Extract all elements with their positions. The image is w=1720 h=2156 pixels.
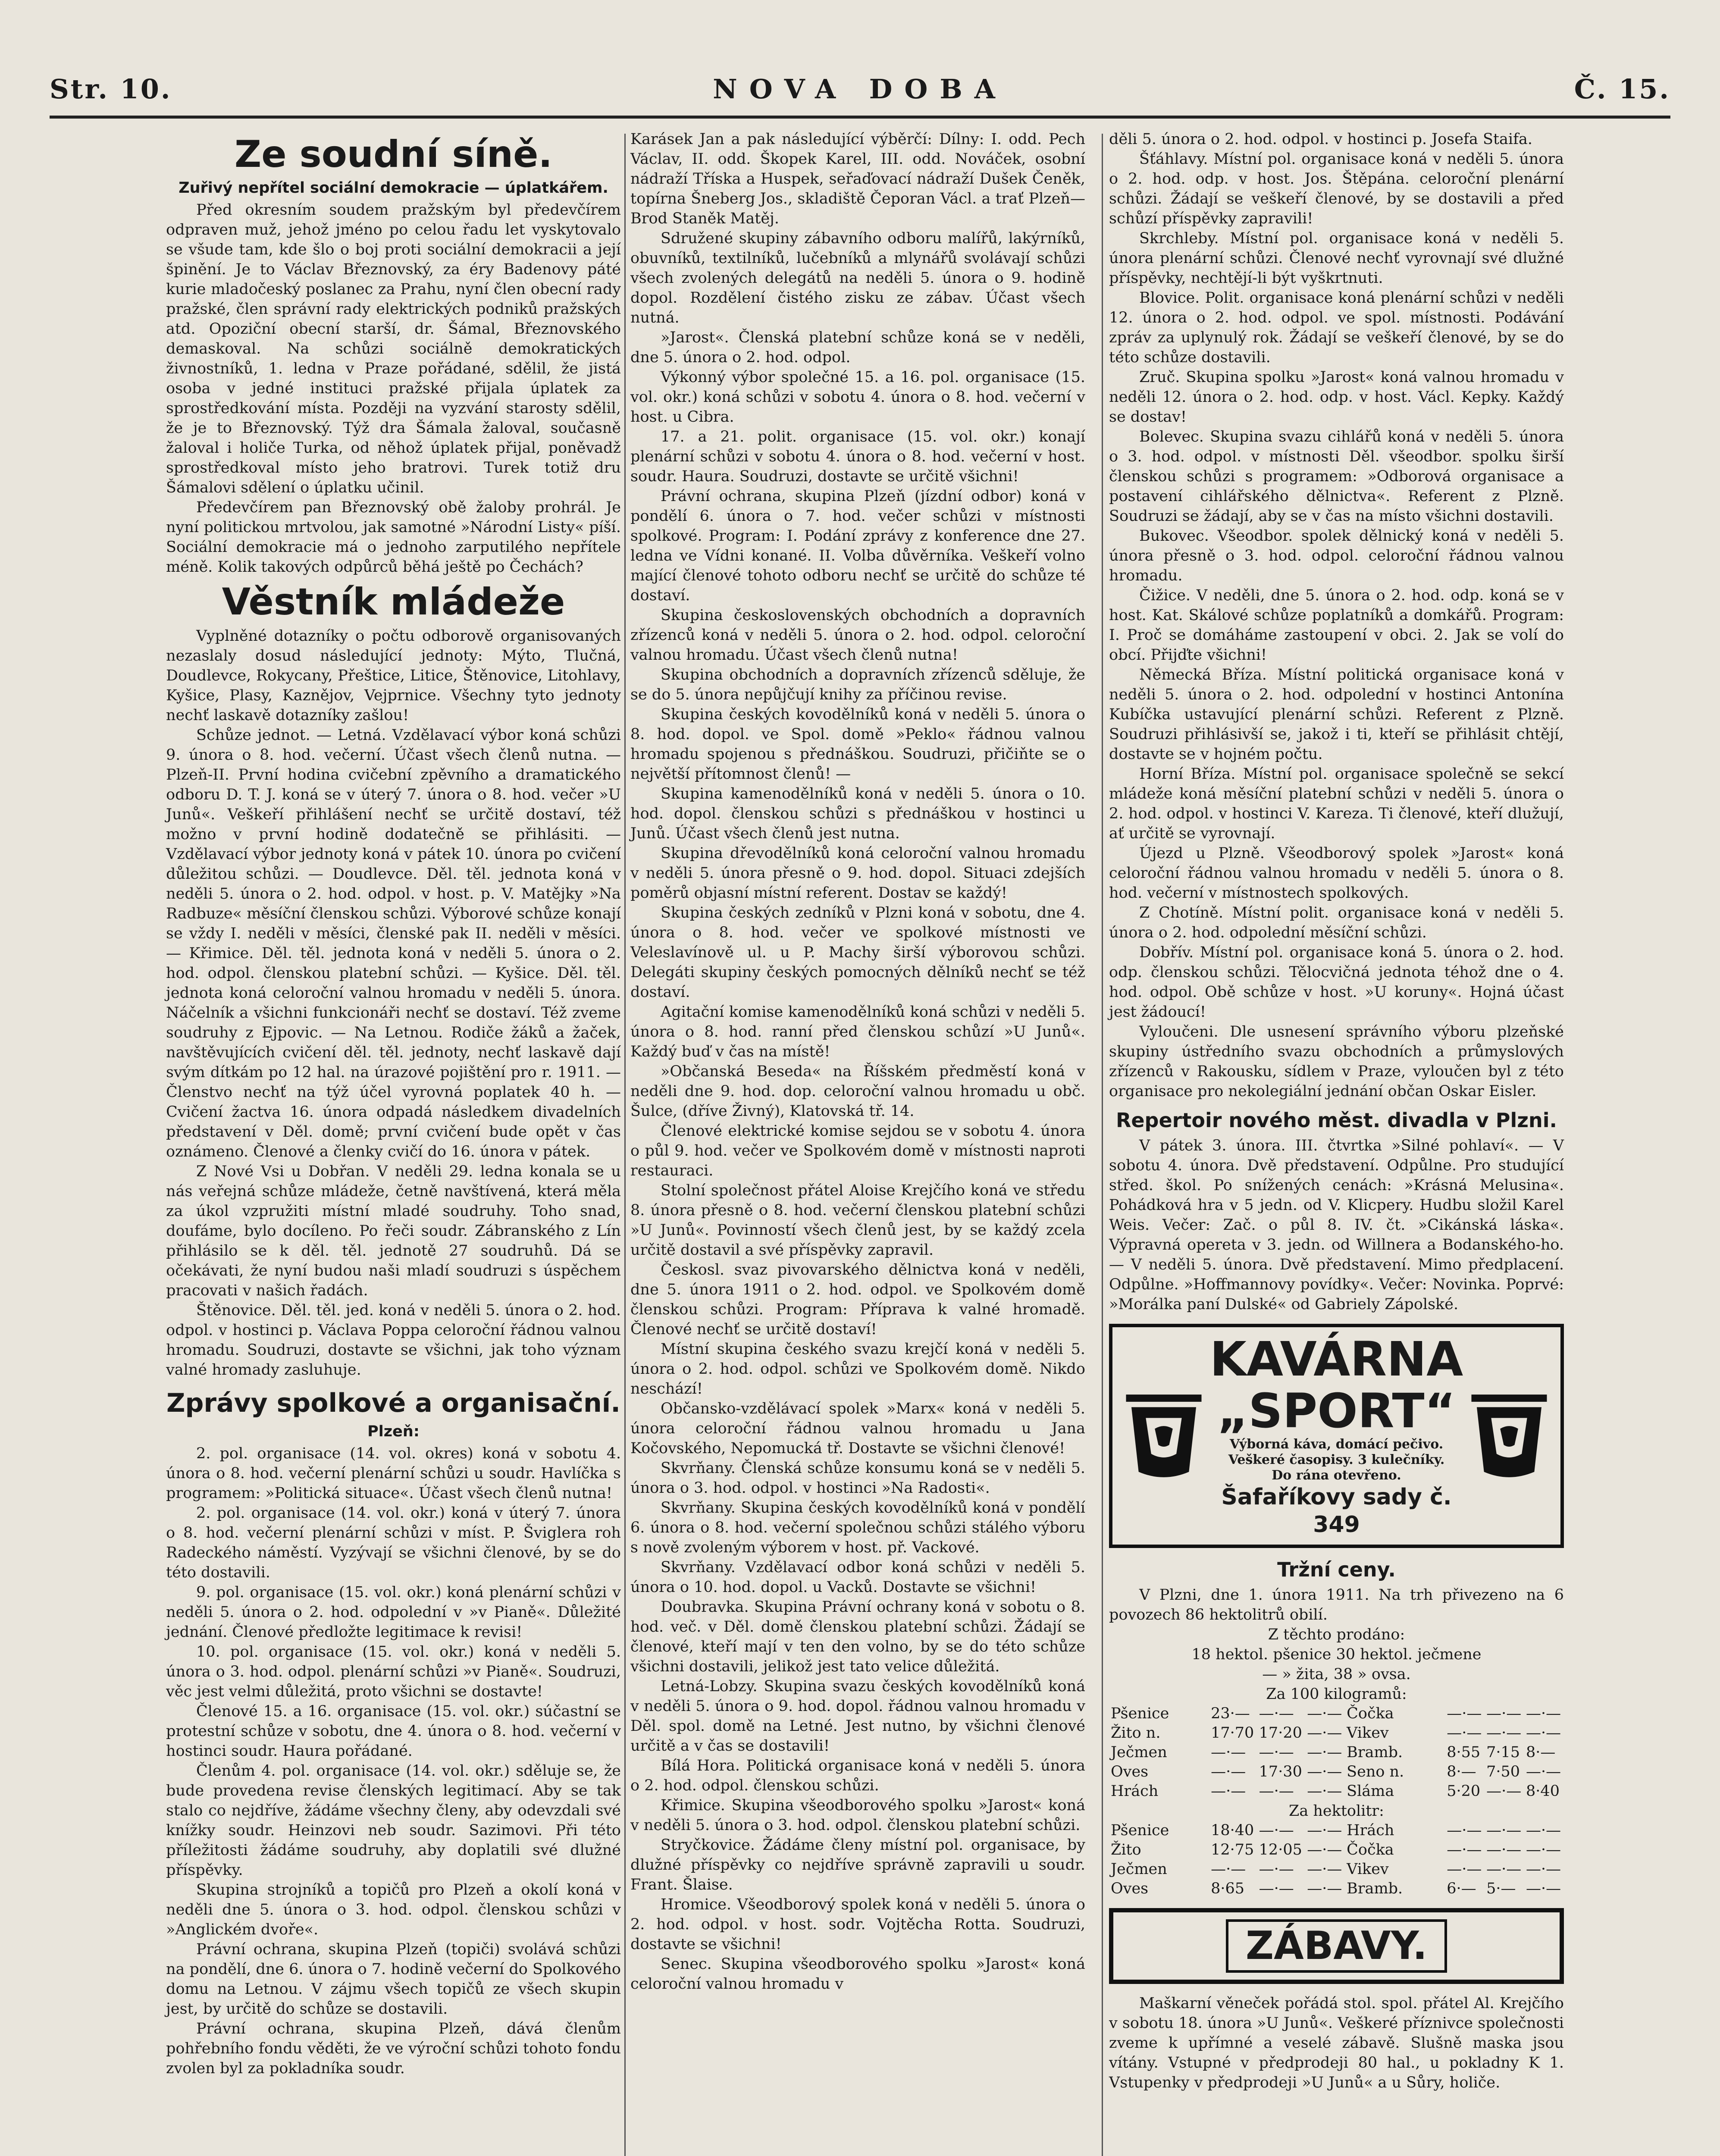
court-heading: Ze soudní síně. bbox=[234, 133, 553, 176]
price-cell: —·— bbox=[1526, 1724, 1561, 1742]
association-notice: Karásek Jan a pak následující výběrčí: Dílny: I. odd. Pech Václav, II. odd. Škopek Karel, III. odd. Nováček, osobní nádraží Tříska a Huspek, seřaďovací nádraží Dušek Čeněk, topírna Šneberg Jos., skladiště Čeporan Václ. a trať Plzeň—Brod Staněk Matěj. bbox=[630, 131, 1085, 227]
cafe-line: Výborná káva, domácí pečivo. bbox=[1229, 1437, 1444, 1452]
youth-paragraph: Z Nové Vsi u Dobřan. V neděli 29. ledna konala se u nás veřejná schůze mládeže, četně navštívená, která měla za úkol vzpružiti místní mladé soudruhy. Toho snad, doufáme, bylo docíleno. Po řeči soudr. Zábranského z Lín přihlásilo se k děl. těl. jednotě 27 soudruhů. Dá se očekávati, že nyní budou naši mladí soudruzi s úspěchem pracovati v našich řadách. bbox=[166, 1163, 621, 1299]
price-cell: —·— bbox=[1447, 1822, 1482, 1839]
cafe-advertisement bbox=[1109, 1324, 1564, 1548]
masthead: NOVA DOBA bbox=[713, 73, 1007, 105]
association-notice: Stryčkovice. Žádáme členy místní pol. organisace, by dlužné příspěvky co nejdříve správně zapravili u soudr. Frant. Šlaise. bbox=[630, 1836, 1085, 1893]
price-cell: 17·20 bbox=[1259, 1724, 1302, 1742]
association-notice: 17. a 21. polit. organisace (15. vol. okr.) konají plenární schůzi v sobotu 4. února o 8. hod. večerní v host. soudr. Haura. Soudruzi, dostavte se určitě všichni! bbox=[630, 428, 1085, 485]
page-number: Str. 10. bbox=[50, 73, 172, 105]
price-cell: —·— bbox=[1307, 1880, 1342, 1897]
association-notice: »Jarost«. Členská platební schůze koná se v neděli, dne 5. února o 2. hod. odpol. bbox=[630, 329, 1085, 366]
price-row bbox=[1109, 1743, 1564, 1762]
price-row bbox=[1109, 1879, 1564, 1899]
price-cell: —·— bbox=[1486, 1783, 1522, 1800]
price-cell: —·— bbox=[1526, 1841, 1561, 1858]
court-paragraph: Předevčírem pan Březnovský obě žaloby prohrál. Je nyní politickou mrtvolou, jak samotné »Národní Listy« píší. Sociální demokracie má o jednoho zarputilého nepřítele méně. Kolik takových odpůrců běhá ještě po Čechách? bbox=[166, 499, 621, 576]
commodity-name: Hrách bbox=[1111, 1783, 1159, 1800]
price-cell: 5·20 bbox=[1447, 1783, 1481, 1800]
youth-paragraph: Štěnovice. Děl. těl. jed. koná v neděli 5. února o 2. hod. odpol. v hostinci p. Václava Poppa celoroční řádnou valnou hromadu. Soudruzi, dostavte se všichni, jak toho význam valné hromady zasluhuje. bbox=[166, 1302, 621, 1379]
page-header bbox=[50, 65, 1670, 108]
youth-paragraph: Schůze jednot. — Letná. Vzdělavací výbor koná schůzi 9. února o 8. hod. večerní. Účast všech členů nutna. — Plzeň-II. První hodina cvičební zpěvního a dramatického odboru D. T. J. koná se v úterý 7. února o 8. hod. večer »U Junů«. Veškeří přihlášení nechť se určitě dostaví, též možno v první hodině dodatečně se přihlásiti. — Vzdělavací výbor jednoty koná v pátek 10. února po cvičení důležitou schůzi. — Doudlevce. Děl. těl. jednota koná v neděli 5. února o 2. hod. odpol. v host. p. V. Matějky »Na Radbuze« měsíční členskou schůzi. Výborové schůze konají se vždy I. neděli v měsíci, členské pak II. neděli v měsíci. — Křimice. Děl. těl. jednota koná v neděli 5. února o 2. hod. odpol. členskou platební schůzi. — Kyšice. Děl. těl. jednota koná celoroční valnou hromadu v neděli 5. února. Náčelník a všichni funkcionáři nechť se dostaví. Též zveme soudruhy z Ejpovic. — Na Letnou. Rodiče žáků a žaček, navštěvujících cvičení děl. těl. jednoty, nechť laskavě dají svým dítkám po 12 hal. na úrazové pojištění pro r. 1911. — Členstvo nechť na týž účel vyrovná poplatek 40 h. — Cvičení žactva 16. února odpadá následkem divadelních představení v Děl. domě; první cvičení bude opět v čas oznámeno. Členové a členky cvičí do 16. února v pátek. bbox=[166, 727, 621, 1160]
association-notice: 2. pol. organisace (14. vol. okres) koná v sobotu 4. února o 8. hod. večerní plenární schůzi u soudr. Havlíčka s programem: »Politická situace«. Účast všech členů nutna! bbox=[166, 1445, 621, 1502]
price-table-hl bbox=[1109, 1821, 1564, 1899]
price-cell: 8·55 bbox=[1447, 1744, 1481, 1761]
cafe-line: Veškeré časopisy. 3 kulečníky. bbox=[1228, 1452, 1445, 1467]
coffee-cup-icon bbox=[1118, 1382, 1209, 1490]
commodity-name: Hrách bbox=[1347, 1822, 1394, 1839]
price-cell: 8·— bbox=[1447, 1763, 1476, 1780]
price-kg-label: Za 100 kilogramů: bbox=[1266, 1686, 1407, 1703]
association-notice: Bílá Hora. Politická organisace koná v neděli 5. února o 2. hod. odpol. členskou schůzi. bbox=[630, 1757, 1085, 1794]
price-cell: —·— bbox=[1486, 1861, 1522, 1878]
association-notice: Skvrňany. Skupina českých kovodělníků koná v pondělí 6. února o 8. hod. večerní společnou schůzi stálého výboru s nově zvoleným výborem v host. př. Vackové. bbox=[630, 1499, 1085, 1556]
association-notice: Čižice. V neděli, dne 5. února o 2. hod. odp. koná se v host. Kat. Skálové schůze poplatníků a domkářů. Program: I. Proč se domáháme zastoupení v obci. 2. Jak se volí do obcí. Přijďte všichni! bbox=[1109, 587, 1564, 664]
association-notice: Skupina československých obchodních a dopravních zřízenců koná v neděli 5. února o 2. hod. odpol. celoroční valnou hromadu. Účast všech členů nutna! bbox=[630, 607, 1085, 664]
entertainment-banner bbox=[1109, 1908, 1564, 1984]
commodity-name: Bramb. bbox=[1347, 1744, 1403, 1761]
commodity-name: Vikev bbox=[1347, 1861, 1389, 1878]
associations-subheading: Plzeň: bbox=[367, 1423, 420, 1440]
associations-heading: Zprávy spolkové a organisační. bbox=[166, 1388, 621, 1418]
commodity-name: Ječmen bbox=[1111, 1744, 1167, 1761]
price-cell: —·— bbox=[1307, 1705, 1342, 1722]
price-cell: 8·— bbox=[1526, 1744, 1556, 1761]
price-cell: —·— bbox=[1447, 1724, 1482, 1742]
price-cell: 23·— bbox=[1211, 1705, 1250, 1722]
price-cell: 8·65 bbox=[1211, 1880, 1245, 1897]
association-notice: »Občanská Beseda« na Říšském předměstí koná v neděli dne 9. hod. dop. celoroční valnou hromadu u obč. Šulce, (dříve Živný), Klatovská tř. 14. bbox=[630, 1063, 1085, 1120]
price-cell: —·— bbox=[1486, 1724, 1522, 1742]
market-sold-label: Z těchto prodáno: bbox=[1268, 1626, 1405, 1643]
header-rule bbox=[50, 116, 1670, 119]
price-cell: —·— bbox=[1526, 1705, 1561, 1722]
column-1 bbox=[166, 129, 621, 2078]
price-cell: —·— bbox=[1259, 1705, 1294, 1722]
association-notice: 2. pol. organisace (14. vol. okr.) koná v úterý 7. února o 8. hod. večerní plenární schůzi v míst. P. Šviglera roh Radeckého náměstí. Vyzývají se všichni členové, by se do této dostavili. bbox=[166, 1504, 621, 1581]
court-paragraph: Před okresním soudem pražským byl předevčírem odpraven muž, jehož jméno po celou řadu let vyskytovalo se všude tam, kde šlo o boj proti sociální demokracii a její špinění. Je to Václav Březnovský, za éry Badenovy páté kurie mladočeský poslanec za Prahu, nyní člen obecní rady pražské, člen správní rady elektrických podniků pražských atd. Opoziční obecní starší, dr. Šámal, Březnovského demaskoval. Na schůzi sociálně demokratických živnostníků, 1. ledna v Praze pořádané, sdělil, že jistá osoba v jedné instituci pražské přijala úplatek za sprostředkování místa. Později na vyzvání starosty sdělil, že je to Březnovský. Týž dra Šámala žaloval, současně žaloval i holiče Turka, od něhož úplatek přijal, poněvadž sprostředkoval místo jeho bratrovi. Turek totiž dru Šámalovi sdělení o úplatku učinil. bbox=[166, 201, 621, 496]
association-notice: Skvrňany. Členská schůze konsumu koná se v neděli 5. února o 3. hod. odpol. v hostinci »Na Radosti«. bbox=[630, 1460, 1085, 1497]
association-notice: Skupina dřevodělníků koná celoroční valnou hromadu v neděli 5. února přesně o 9. hod. dopol. Situaci zdejších poměrů objasní místní referent. Dostav se každý! bbox=[630, 845, 1085, 902]
price-cell: —·— bbox=[1259, 1783, 1294, 1800]
commodity-name: Pšenice bbox=[1111, 1705, 1169, 1722]
price-cell: —·— bbox=[1526, 1822, 1561, 1839]
price-row bbox=[1109, 1840, 1564, 1860]
price-cell: —·— bbox=[1307, 1763, 1342, 1780]
price-row bbox=[1109, 1704, 1564, 1724]
association-notice: Blovice. Polit. organisace koná plenární schůzi v neděli 12. února o 2. hod. odpol. ve spol. místnosti. Podávání zpráv za uplynulý rok. Žádají se veškeří členové, by se do této schůze dostavili. bbox=[1109, 289, 1564, 366]
association-notice: Právní ochrana, skupina Plzeň (topiči) svolává schůzi na pondělí, dne 6. února o 7. hodině večerní do Spolkového domu na Letnou. V zájmu všech topičů ze všech skupin jest, by určitě do schůze se dostavili. bbox=[166, 1941, 621, 2018]
price-cell: —·— bbox=[1211, 1783, 1246, 1800]
cafe-name-sport: „SPORT“ bbox=[1217, 1383, 1456, 1438]
association-notice: 9. pol. organisace (15. vol. okr.) koná plenární schůzi v neděli 5. února o 2. hod. odpolední v »v Pianě«. Důležité jednání. Členové předložte legitimace k revisi! bbox=[166, 1584, 621, 1641]
association-notice: děli 5. února o 2. hod. odpol. v hostinci p. Josefa Staifa. bbox=[1109, 131, 1533, 148]
price-hl-label: Za hektolitr: bbox=[1289, 1802, 1384, 1820]
market-intro: V Plzni, dne 1. února 1911. Na trh přivezeno na 6 povozech 86 hektolitrů obilí. bbox=[1109, 1586, 1564, 1623]
association-notice: Doubravka. Skupina Právní ochrany koná v sobotu o 8. hod. več. v Děl. domě členskou platební schůzi. Žádají se členové, kteří mají v ten den volno, by se do této schůze všichni dostavili, jelikož jest tato velice důležitá. bbox=[630, 1598, 1085, 1675]
association-notice: Německá Bříza. Místní politická organisace koná v neděli 5. února o 2. hod. odpolední v hostinci Antonína Kubíčka ustavující plenární schůzi. Referent z Plzně. Soudruzi přihlásivší se, jakož i ti, kteří se přihlásit chtějí, dostavte se v hojném počtu. bbox=[1109, 666, 1564, 763]
price-cell: —·— bbox=[1307, 1861, 1342, 1878]
cafe-line: Do rána otevřeno. bbox=[1272, 1468, 1401, 1483]
price-cell: 18·40 bbox=[1211, 1822, 1254, 1839]
association-notice: Právní ochrana, skupina Plzeň, dává členům pohřebního fondu věděti, že ve výroční schůzi tohoto fondu zvolen byl za pokladníka soudr. bbox=[166, 2020, 621, 2077]
association-notice: Občansko-vzdělávací spolek »Marx« koná v neděli 5. února celoroční řádnou valnou hromadu u Jana Kočovského, Nepomucká tř. Dostavte se všichni členové! bbox=[630, 1400, 1085, 1457]
price-cell: —·— bbox=[1486, 1841, 1522, 1858]
association-notice: Skupina obchodních a dopravních zřízenců sděluje, že se do 5. února nepůjčují knihy za příčinou revise. bbox=[630, 666, 1085, 703]
commodity-name: Čočka bbox=[1347, 1841, 1394, 1858]
association-notice: Skupina strojníků a topičů pro Plzeň a okolí koná v neděli dne 5. února o 3. hod. odpol. členskou schůzi v »Anglickém dvoře«. bbox=[166, 1881, 621, 1938]
youth-paragraph: Vyplněné dotazníky o počtu odborově organisovaných nezaslaly dosud následující jednoty: Mýto, Tlučná, Doudlevce, Rokycany, Přeštice, Litice, Štěnovice, Litohlavy, Kyšice, Plasy, Kaznějov, Vejprnice. Všechny tyto jednoty nechť laskavě dotazníky zašlou! bbox=[166, 627, 621, 724]
association-notice: Hromice. Všeodborový spolek koná v neděli 5. února o 2. hod. odpol. v host. sodr. Vojtěcha Rotta. Soudruzi, dostavte se všichni! bbox=[630, 1896, 1085, 1953]
price-cell: 6·— bbox=[1447, 1880, 1476, 1897]
price-cell: —·— bbox=[1211, 1861, 1246, 1878]
commodity-name: Sláma bbox=[1347, 1783, 1394, 1800]
association-notice: Výkonný výbor společné 15. a 16. pol. organisace (15. vol. okr.) koná schůzi v sobotu 4. února o 8. hod. večerní v host. u Cibra. bbox=[630, 369, 1085, 426]
commodity-name: Pšenice bbox=[1111, 1822, 1169, 1839]
commodity-name: Čočka bbox=[1347, 1705, 1394, 1722]
entertainment-title: ZÁBAVY. bbox=[1226, 1919, 1447, 1973]
association-notice: Zruč. Skupina spolku »Jarost« koná valnou hromadu v neděli 12. února o 2. hod. odp. v host. Václ. Kepky. Každý se dostav! bbox=[1109, 369, 1564, 426]
association-notice: Bukovec. Všeodbor. spolek dělnický koná v neděli 5. února přesně o 3. hod. odpol. celoroční řádnou valnou hromadu. bbox=[1109, 527, 1564, 584]
association-notice: Skupina českých kovodělníků koná v neděli 5. února o 8. hod. dopol. ve Spol. domě »Peklo« řádnou valnou hromadu spojenou s přednáškou. Soudruzi, přičiňte se o největší přítomnost členů! — bbox=[630, 706, 1085, 783]
expulsion-notice: Vyloučeni. Dle usnesení správního výboru plzeňské skupiny ústředního svazu obchodních a průmyslových zřízenců v Rakousku, sídlem v Praze, vyloučen byl z této organisace pro nekolegiální jednání občan Oskar Eisler. bbox=[1109, 1023, 1564, 1100]
commodity-name: Seno n. bbox=[1347, 1763, 1404, 1780]
entertainment-notice: Maškarní věneček pořádá stol. spol. přátel Al. Krejčího v sobotu 18. února »U Junů«. Veškeré příznivce společnosti zveme k upřímné a veselé zábavě. Slušně maska jsou vítány. Vstupné v předprodeji 80 hal., u pokladny K 1. Vstupenky v předprodeji »U Junů« a u Sůry, holiče. bbox=[1109, 1995, 1564, 2091]
price-cell: —·— bbox=[1447, 1841, 1482, 1858]
column-2 bbox=[630, 129, 1085, 1994]
price-cell: 17·70 bbox=[1211, 1724, 1254, 1742]
association-notice: Dobřív. Místní pol. organisace koná 5. února o 2. hod. odp. členskou schůzi. Tělocvičná jednota téhož dne o 4. hod. odpol. Obě schůze v host. »U koruny«. Hojná účast jest žádoucí! bbox=[1109, 944, 1564, 1021]
price-cell: 8·40 bbox=[1526, 1783, 1560, 1800]
association-notice: Křimice. Skupina všeodborového spolku »Jarost« koná v neděli 5. února o 3. hod. odpol. členskou platební schůzi. bbox=[630, 1797, 1085, 1834]
price-cell: —·— bbox=[1307, 1744, 1342, 1761]
price-cell: 7·15 bbox=[1486, 1744, 1520, 1761]
association-notice: Právní ochrana, skupina Plzeň (jízdní odbor) koná v pondělí 6. února o 7. hod. večer schůzi v místnosti spolkové. Program: I. Podání zprávy z konference dne 27. ledna ve Vídni konané. II. Volba důvěrníka. Veškeří volno mající členové tohoto odboru nechť se určitě do schůze té dostaví. bbox=[630, 488, 1085, 604]
price-cell: —·— bbox=[1259, 1822, 1294, 1839]
association-notice: Skvrňany. Vzdělavací odbor koná schůzi v neděli 5. února o 10. hod. dopol. u Vacků. Dostavte se všichni! bbox=[630, 1559, 1085, 1596]
price-cell: —·— bbox=[1307, 1841, 1342, 1858]
association-notice: Skupina českých zedníků v Plzni koná v sobotu, dne 4. února o 8. hod. večer ve spolkové místnosti ve Veleslavínově ul. u P. Machy širší výborovou schůzi. Delegáti skupiny českých pomocných dělníků nechť se též dostaví. bbox=[630, 904, 1085, 1001]
issue-number: Č. 15. bbox=[1574, 73, 1670, 105]
commodity-name: Oves bbox=[1111, 1880, 1149, 1897]
association-notice: Šťáhlavy. Místní pol. organisace koná v neděli 5. února o 2. hod. odp. v host. Jos. Štěpána. celoroční plenární schůzi. Žádají se veškeří členové, by se dostavili a před schůzí příspěvky zapravili! bbox=[1109, 150, 1564, 227]
price-cell: —·— bbox=[1259, 1880, 1294, 1897]
column-3 bbox=[1109, 129, 1564, 2093]
price-cell: —·— bbox=[1259, 1744, 1294, 1761]
price-cell: —·— bbox=[1447, 1861, 1482, 1878]
association-notice: Místní skupina českého svazu krejčí koná v neděli 5. února o 2. hod. odpol. schůzi ve Spolkovém domě. Nikdo neschází! bbox=[630, 1341, 1085, 1398]
association-notice: Z Chotíně. Místní polit. organisace koná v neděli 5. února o 2. hod. odpolední měsíční schůzi. bbox=[1109, 904, 1564, 941]
price-table-kg bbox=[1109, 1704, 1564, 1801]
price-cell: —·— bbox=[1526, 1880, 1561, 1897]
market-heading: Tržní ceny. bbox=[1277, 1558, 1396, 1581]
price-row bbox=[1109, 1860, 1564, 1879]
cafe-name: KAVÁRNA bbox=[1209, 1332, 1463, 1387]
market-sold-line: 18 hektol. pšenice 30 hektol. ječmene bbox=[1191, 1646, 1482, 1663]
price-row bbox=[1109, 1782, 1564, 1801]
price-cell: —·— bbox=[1307, 1724, 1342, 1742]
price-cell: 7·50 bbox=[1486, 1763, 1520, 1780]
theatre-heading: Repertoir nového měst. divadla v Plzni. bbox=[1115, 1109, 1557, 1132]
association-notice: Horní Bříza. Místní pol. organisace společně se sekcí mládeže koná měsíční platební schůzi v neděli 5. února o 2. hod. odpol. v hostinci V. Kareza. Ti členové, kteří dlužují, ať určitě se vyrovnají. bbox=[1109, 765, 1564, 842]
association-notice: Skrchleby. Místní pol. organisace koná v neděli 5. února plenární schůzi. Členové nechť vyrovnají své dlužné příspěvky, nechtějí-li být vyškrtnuti. bbox=[1109, 230, 1564, 287]
market-sold-line: — » žita, 38 » ovsa. bbox=[1262, 1666, 1411, 1683]
price-cell: —·— bbox=[1526, 1861, 1561, 1878]
price-cell: —·— bbox=[1211, 1763, 1246, 1780]
commodity-name: Žito bbox=[1111, 1841, 1141, 1858]
commodity-name: Bramb. bbox=[1347, 1880, 1403, 1897]
association-notice: Členům 4. pol. organisace (14. vol. okr.) sděluje se, že bude provedena revise členských legitimací. Aby se tak stalo co nejdříve, žádáme všechny členy, aby odevzdali své knížky soudr. Heinzovi neb soudr. Sazimovi. Při této příležitosti žádáme soudruhy, aby doplatili své dlužné příspěvky. bbox=[166, 1762, 621, 1879]
association-notice: Újezd u Plzně. Všeodborový spolek »Jarost« koná celoroční řádnou valnou hromadu v neděli 5. února o 8. hod. večerní v místnostech spolkových. bbox=[1109, 845, 1564, 902]
theatre-program: V pátek 3. února. III. čtvrtka »Silné pohlaví«. — V sobotu 4. února. Dvě představení. Odpůlne. Pro studující střed. škol. Po snížených cenách: »Krásná Melusina«. Pohádková hra v 5 jedn. od V. Klicpery. Hudbu složil Karel Weis. Večer: Zač. o půl 8. IV. čt. »Cikánská láska«. Výpravná opereta v 3. jedn. od Willnera a Bodanského-ho. — V neděli 5. února. Dvě představení. Mimo předplacení. Odpůlne. »Hoffmannovy povídky«. Večer: Novinka. Poprvé: »Morálka paní Dulské« od Gabriely Zápolské. bbox=[1109, 1137, 1564, 1313]
column-divider bbox=[624, 134, 626, 2156]
association-notice: Skupina kamenodělníků koná v neděli 5. února o 10. hod. dopol. členskou schůzi s přednáškou v hostinci u Junů. Účast všech členů jest nutna. bbox=[630, 785, 1085, 842]
price-cell: 5·— bbox=[1486, 1880, 1516, 1897]
commodity-name: Vikev bbox=[1347, 1724, 1389, 1742]
association-notice: Letná-Lobzy. Skupina svazu českých kovodělníků koná v neděli 5. února o 9. hod. dopol. řádnou valnou hromadu v Děl. spol. domě na Letné. Jest nutno, by všichni členové určitě a v čas se dostavili! bbox=[630, 1678, 1085, 1755]
price-cell: —·— bbox=[1259, 1861, 1294, 1878]
price-cell: —·— bbox=[1307, 1783, 1342, 1800]
price-cell: —·— bbox=[1526, 1763, 1561, 1780]
coffee-cup-icon bbox=[1464, 1382, 1554, 1490]
price-cell: —·— bbox=[1486, 1822, 1522, 1839]
association-notice: Stolní společnost přátel Aloise Krejčího koná ve středu 8. února přesně o 8. hod. večerní členskou platební schůzi »U Junů«. Povinností všech členů jest, by se každý zcela určitě dostavil a své příspěvky zapravil. bbox=[630, 1182, 1085, 1259]
association-notice: Agitační komise kamenodělníků koná schůzi v neděli 5. února o 8. hod. ranní před členskou schůzí »U Junů«. Každý buď v čas na místě! bbox=[630, 1003, 1085, 1060]
cafe-address: Šafaříkovy sady č. 349 bbox=[1221, 1484, 1452, 1538]
association-notice: Senec. Skupina všeodborového spolku »Jarost« koná celoroční valnou hromadu v bbox=[630, 1955, 1085, 1993]
price-cell: —·— bbox=[1486, 1705, 1522, 1722]
association-notice: Členové 15. a 16. organisace (15. vol. okr.) súčastní se protestní schůze v sobotu, dne 4. února o 8. hod. večerní v hostinci soudr. Haura pořádané. bbox=[166, 1703, 621, 1760]
youth-heading: Věstník mládeže bbox=[222, 580, 565, 624]
price-row bbox=[1109, 1724, 1564, 1743]
price-row bbox=[1109, 1821, 1564, 1840]
commodity-name: Žito n. bbox=[1111, 1724, 1161, 1742]
commodity-name: Oves bbox=[1111, 1763, 1149, 1780]
price-row bbox=[1109, 1762, 1564, 1782]
price-cell: —·— bbox=[1307, 1822, 1342, 1839]
association-notice: Bolevec. Skupina svazu cihlářů koná v neděli 5. února o 3. hod. odpol. v místnosti Děl. všeodbor. spolku širší členskou schůzi s programem: »Odborová organisace a postavení cihlářského dělnictva«. Referent z Plzně. Soudruzi se žádají, aby se v čas na místo všichni dostavili. bbox=[1109, 428, 1564, 525]
price-cell: 12·75 bbox=[1211, 1841, 1254, 1858]
column-divider bbox=[1102, 134, 1103, 2156]
commodity-name: Ječmen bbox=[1111, 1861, 1167, 1878]
association-notice: Členové elektrické komise sejdou se v sobotu 4. února o půl 9. hod. večer ve Spolkovém domě v místnosti naproti restauraci. bbox=[630, 1122, 1085, 1179]
association-notice: 10. pol. organisace (15. vol. okr.) koná v neděli 5. února o 3. hod. odpol. plenární schůzi »v Pianě«. Soudruzi, věc jest velmi důležitá, proto všichni se dostavte! bbox=[166, 1643, 621, 1700]
price-cell: —·— bbox=[1447, 1705, 1482, 1722]
association-notice: Sdružené skupiny zábavního odboru malířů, lakýrníků, obuvníků, textilníků, lučebníků a mlynářů svolávají schůzi všech zvolených delegátů na neděli 5. února o 9. hodině dopol. Rozdělení čistého zisku ze zábav. Účast všech nutná. bbox=[630, 230, 1085, 326]
price-cell: 12·05 bbox=[1259, 1841, 1302, 1858]
court-subheading: Zuřivý nepřítel sociální demokracie — úplatkářem. bbox=[179, 179, 608, 197]
association-notice: Českosl. svaz pivovarského dělnictva koná v neděli, dne 5. února 1911 o 2. hod. odpol. ve Spolkovém domě členskou schůzi. Program: Příprava k valné hromadě. Členové nechť se určitě dostaví! bbox=[630, 1261, 1085, 1338]
price-cell: —·— bbox=[1211, 1744, 1246, 1761]
price-cell: 17·30 bbox=[1259, 1763, 1302, 1780]
